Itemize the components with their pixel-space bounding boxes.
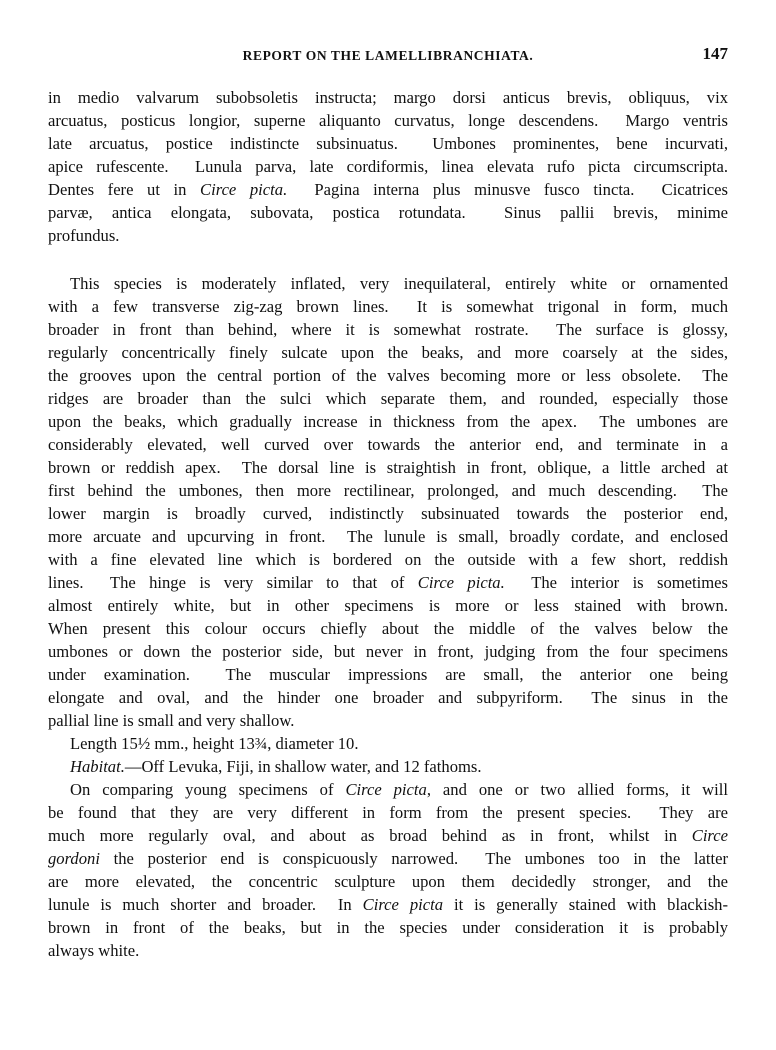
text-segment: under examination. The muscular impressions are small, the anterior one being	[48, 665, 728, 684]
running-title: REPORT ON THE LAMELLIBRANCHIATA.	[242, 48, 534, 63]
italic-text: Circe picta.	[417, 573, 505, 592]
text-segment: broader in front than behind, where it is somewhat rostrate. The surface is glossy,	[48, 320, 728, 339]
text-line	[48, 663, 728, 686]
text-segment: the grooves upon the central portion of the valves becoming more or less obsolete. The	[48, 366, 728, 385]
text-segment: more arcuate and upcurving in front. The lunule is small, broadly cordate, and enclosed	[48, 527, 728, 546]
text-segment: Pagina interna plus minusve fusco tincta. Cicatrices	[287, 180, 728, 199]
text-segment: pallial line is small and very shallow.	[48, 711, 295, 730]
text-line	[48, 224, 728, 247]
italic-text: Circe picta	[362, 895, 444, 914]
text-line	[48, 109, 728, 132]
text-line	[48, 433, 728, 456]
text-segment: be found that they are very different in form from the present species. They are	[48, 803, 728, 822]
text-line	[48, 939, 728, 962]
text-segment: Dentes fere ut in	[48, 180, 201, 199]
text-line	[48, 132, 728, 155]
text-segment: considerably elevated, well curved over towards the anterior end, and terminate in a	[48, 435, 728, 454]
text-line	[48, 801, 728, 824]
text-segment: late arcuatus, postice indistincte subsinuatus. Umbones prominentes, bene incurvati,	[48, 134, 728, 153]
text-segment: profundus.	[48, 226, 120, 245]
text-segment: are more elevated, the concentric sculpture upon them decidedly stronger, and the	[48, 872, 728, 891]
italic-text: Circe	[691, 826, 728, 845]
text-segment: brown in front of the beaks, but in the species under consideration it is probably	[48, 918, 728, 937]
latin-description-paragraph	[48, 86, 728, 247]
italic-text: Circe picta.	[200, 180, 288, 199]
text-segment: always white.	[48, 941, 140, 960]
description-paragraph	[48, 272, 728, 732]
text-segment: When present this colour occurs chiefly about the middle of the valves below the	[48, 619, 728, 638]
text-segment: umbones or down the posterior side, but never in front, judging from the four specimens	[48, 642, 728, 661]
text-line	[48, 571, 728, 594]
text-line	[48, 178, 728, 201]
text-line	[48, 295, 728, 318]
text-line	[48, 870, 728, 893]
text-segment: with a few transverse zig-zag brown lines. It is somewhat trigonal in form, much	[48, 297, 728, 316]
text-line	[48, 387, 728, 410]
text-line	[48, 594, 728, 617]
text-segment: On comparing young specimens of	[70, 780, 346, 799]
text-line	[48, 916, 728, 939]
text-line	[48, 86, 728, 109]
text-segment: parvæ, antica elongata, subovata, postica rotundata. Sinus pallii brevis, minime	[48, 203, 728, 222]
text-line	[48, 824, 728, 847]
text-segment: almost entirely white, but in other specimens is more or less stained with brown.	[48, 596, 728, 615]
text-line	[48, 548, 728, 571]
habitat-paragraph	[48, 755, 728, 778]
text-segment: , and one or two allied forms, it will	[426, 780, 728, 799]
text-line	[48, 732, 728, 755]
text-segment: apice rufescente. Lunula parva, late cordiformis, linea elevata rufo picta circumscripta.	[48, 157, 728, 176]
text-line	[48, 479, 728, 502]
text-line	[48, 318, 728, 341]
page-header	[48, 44, 728, 68]
text-line	[48, 341, 728, 364]
text-line	[48, 709, 728, 732]
text-line	[48, 410, 728, 433]
text-line	[48, 686, 728, 709]
text-segment: it is generally stained with blackish-	[443, 895, 728, 914]
text-segment: The interior is sometimes	[504, 573, 728, 592]
italic-text: gordoni	[48, 849, 100, 868]
text-line	[48, 525, 728, 548]
text-segment: in medio valvarum subobsoletis instructa; margo dorsi anticus brevis, obliquus, vix	[48, 88, 728, 107]
text-segment: elongate and oval, and the hinder one broader and subpyriform. The sinus in the	[48, 688, 728, 707]
text-line	[48, 272, 728, 295]
text-segment: Length 15½ mm., height 13¾, diameter 10.	[70, 734, 359, 753]
text-line	[48, 617, 728, 640]
text-segment: much more regularly oval, and about as broad behind as in front, whilst in	[48, 826, 692, 845]
text-segment: upon the beaks, which gradually increase in thickness from the apex. The umbones are	[48, 412, 728, 431]
text-line	[48, 155, 728, 178]
italic-text: Circe picta	[345, 780, 427, 799]
text-line	[48, 201, 728, 224]
text-line	[48, 364, 728, 387]
text-segment: This species is moderately inflated, very inequilateral, entirely white or ornamented	[70, 274, 728, 293]
text-line	[48, 755, 728, 778]
measurements-paragraph	[48, 732, 728, 755]
text-line	[48, 847, 728, 870]
text-segment: first behind the umbones, then more rectilinear, prolonged, and much descending. The	[48, 481, 728, 500]
text-segment: arcuatus, posticus longior, superne aliquanto curvatus, longe descendens. Margo ventris	[48, 111, 728, 130]
text-line	[48, 778, 728, 801]
text-line	[48, 502, 728, 525]
text-line	[48, 456, 728, 479]
comparison-paragraph	[48, 778, 728, 962]
text-segment: with a fine elevated line which is bordered on the outside with a few short, reddish	[48, 550, 728, 569]
text-segment: lower margin is broadly curved, indistinctly subsinuated towards the posterior end,	[48, 504, 728, 523]
text-segment: —Off Levuka, Fiji, in shallow water, and 12 fathoms.	[124, 757, 482, 776]
text-segment: lunule is much shorter and broader. In	[48, 895, 363, 914]
text-segment: lines. The hinge is very similar to that of	[48, 573, 418, 592]
text-line	[48, 640, 728, 663]
page-number: 147	[702, 44, 728, 63]
text-line	[48, 893, 728, 916]
text-segment: ridges are broader than the sulci which separate them, and rounded, especially those	[48, 389, 728, 408]
text-segment: brown or reddish apex. The dorsal line is straightish in front, oblique, a little arched at	[48, 458, 728, 477]
text-segment: the posterior end is conspicuously narrowed. The umbones too in the latter	[99, 849, 728, 868]
italic-text: Habitat.	[70, 757, 125, 776]
text-segment: regularly concentrically finely sulcate upon the beaks, and more coarsely at the sides,	[48, 343, 728, 362]
